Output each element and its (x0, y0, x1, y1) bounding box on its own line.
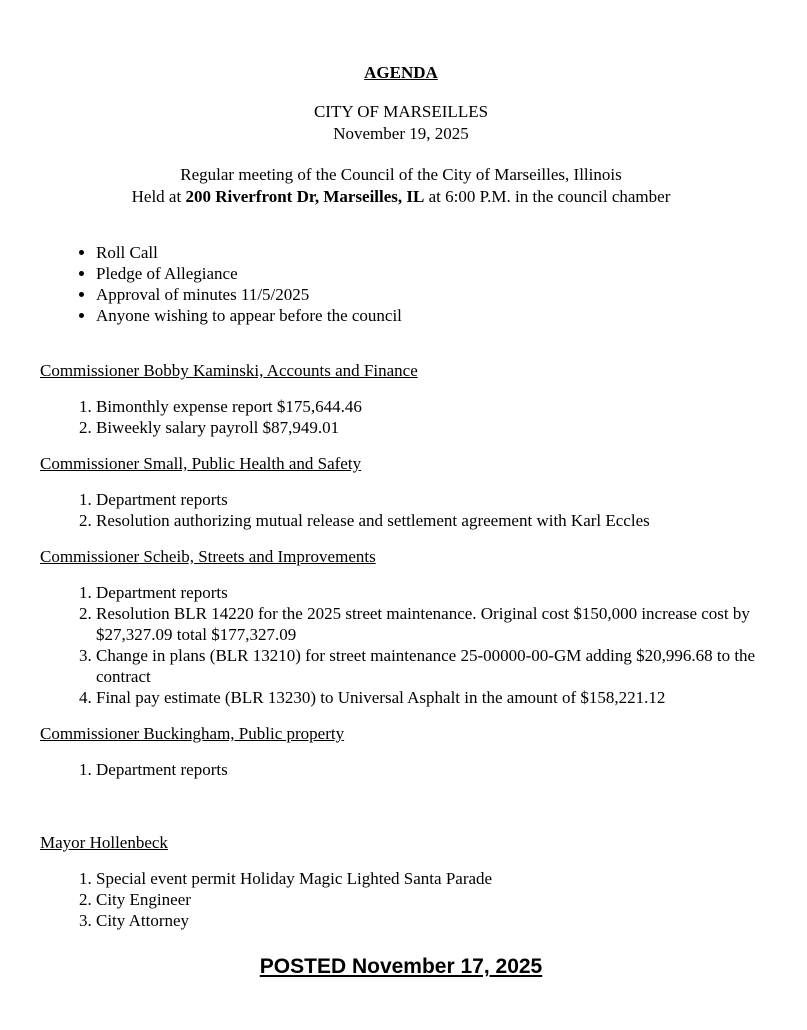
agenda-item: 1. Special event permit Holiday Magic Lighted Santa Parade (96, 868, 762, 889)
sections-container (40, 360, 762, 931)
meeting-description (40, 164, 762, 186)
agenda-item: 3. City Attorney (96, 910, 762, 931)
posted-date: POSTED November 17, 2025 (259, 955, 543, 978)
agenda-section (40, 723, 762, 780)
section-heading: Commissioner Bobby Kaminski, Accounts and Finance (40, 361, 418, 380)
agenda-item: 2. Resolution authorizing mutual release and settlement agreement with Karl Eccles (96, 510, 762, 531)
agenda-item: 1. Department reports (96, 759, 762, 780)
section-item-list (40, 396, 762, 438)
location-address: 200 Riverfront Dr, Marseilles, IL (185, 187, 425, 206)
agenda-section (40, 832, 762, 931)
opening-item: • Approval of minutes 11/5/2025 (96, 284, 762, 305)
opening-item: • Roll Call (96, 242, 762, 263)
agenda-item: 1. Bimonthly expense report $175,644.46 (96, 396, 762, 417)
agenda-section (40, 360, 762, 438)
section-item-list (40, 759, 762, 780)
section-item-list (40, 489, 762, 531)
opening-item: • Anyone wishing to appear before the council (96, 305, 762, 326)
agenda-item: 3. Change in plans (BLR 13210) for street maintenance 25-00000-00-GM adding $20,996.68 to the contract (96, 645, 762, 687)
agenda-section (40, 453, 762, 531)
opening-item: • Pledge of Allegiance (96, 263, 762, 284)
agenda-section (40, 546, 762, 708)
agenda-item: 2. Biweekly salary payroll $87,949.01 (96, 417, 762, 438)
agenda-item: 2. Resolution BLR 14220 for the 2025 street maintenance. Original cost $150,000 increase cost by $27,327.09 total $177,327.09 (96, 603, 762, 645)
location-suffix: at 6:00 P.M. in the council chamber (424, 187, 671, 206)
agenda-item: 4. Final pay estimate (BLR 13230) to Universal Asphalt in the amount of $158,221.12 (96, 687, 762, 708)
agenda-item: 2. City Engineer (96, 889, 762, 910)
meeting-location (40, 186, 762, 208)
meeting-intro-text: Regular meeting of the Council of the City of Marseilles, Illinois (180, 165, 622, 184)
section-item-list (40, 582, 762, 708)
opening-list (40, 242, 762, 326)
section-heading: Commissioner Small, Public Health and Safety (40, 454, 362, 473)
section-heading: Mayor Hollenbeck (40, 833, 168, 852)
document-title: AGENDA (364, 63, 438, 82)
agenda-item: 1. Department reports (96, 489, 762, 510)
meeting-date: November 19, 2025 (333, 124, 469, 143)
section-heading: Commissioner Scheib, Streets and Improvements (40, 547, 376, 566)
section-item-list (40, 868, 762, 931)
organization-name: CITY OF MARSEILLES (313, 102, 489, 121)
location-prefix: Held at (131, 187, 186, 206)
agenda-item: 1. Department reports (96, 582, 762, 603)
section-heading: Commissioner Buckingham, Public property (40, 724, 345, 743)
